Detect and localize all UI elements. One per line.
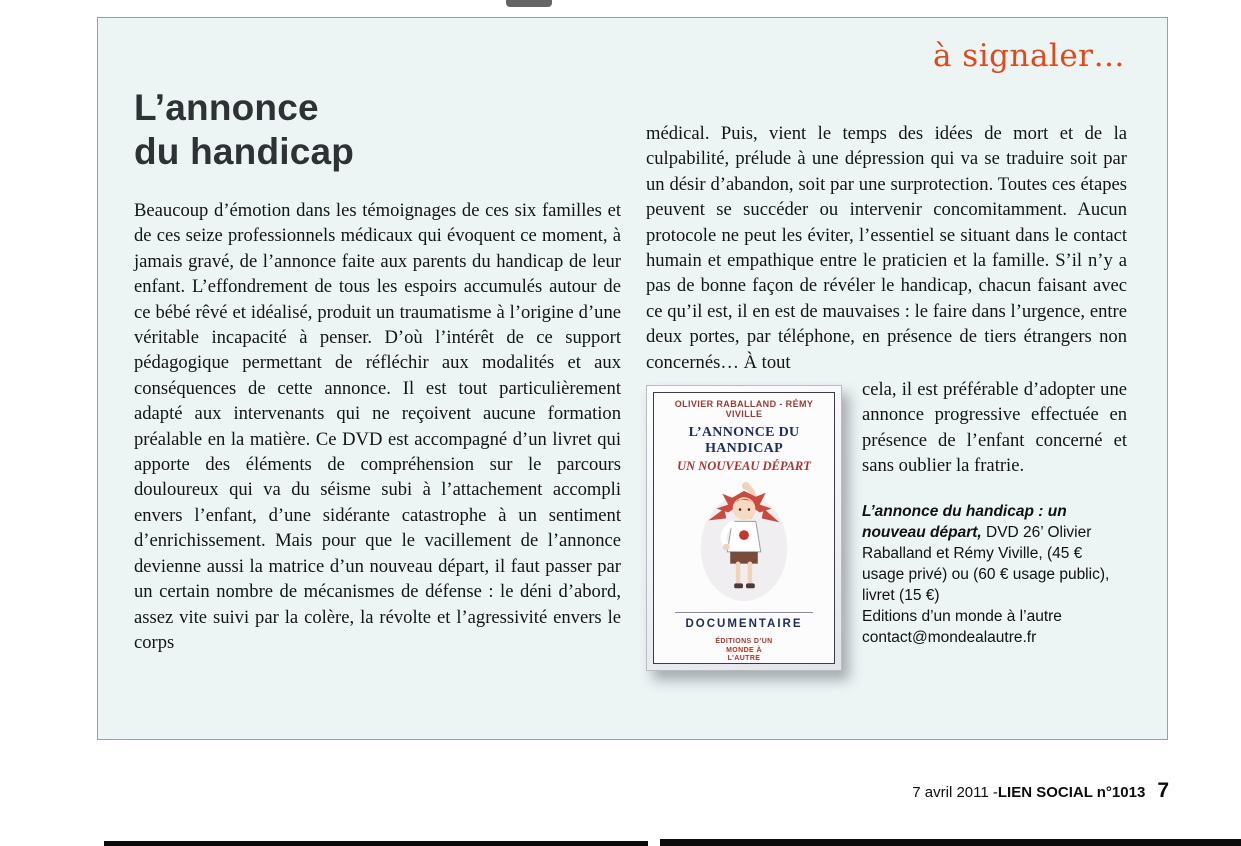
dvd-cover-title: L’ANNONCE DU HANDICAP	[688, 425, 800, 457]
footer-date: 7 avril 2011 -	[912, 784, 998, 801]
dvd-genre-label: DOCUMENTAIRE	[675, 612, 813, 630]
scan-artifact-mark	[506, 0, 552, 7]
dvd-illustration	[669, 479, 819, 607]
scan-artifact-bar-right	[660, 839, 1241, 846]
article-title-line2: du handicap	[134, 131, 355, 172]
article-box	[97, 17, 1168, 740]
footer-page-number: 7	[1157, 779, 1169, 802]
footer-magazine: LIEN SOCIAL n°1013	[997, 784, 1146, 801]
dvd-cover	[646, 385, 842, 671]
article-paragraph-right-2: cela, il est préférable d’adopter une annonce progressive effectuée en présence de l’enfant concerné et sans oublier la fratrie.	[862, 379, 1127, 477]
caption-title: L’annonce du handicap : un nouveau départ,	[862, 502, 1067, 541]
girl-illustration	[669, 479, 819, 607]
caption-publisher: Editions d’un monde à l’autre	[862, 607, 1062, 625]
dvd-cover-subtitle: UN NOUVEAU DÉPART	[677, 459, 811, 474]
article-column-right	[646, 86, 1127, 681]
wrap-block	[646, 377, 1127, 663]
dvd-cover-inner	[653, 392, 835, 664]
article-title	[134, 86, 621, 174]
article-title-line1: L’annonce	[134, 87, 319, 128]
dvd-publisher-logo: ÉDITIONS D’UN MONDE À L’AUTRE	[715, 638, 773, 663]
article-column-left	[134, 86, 621, 681]
section-label: à signaler…	[932, 38, 1125, 74]
article-paragraph-right-1: médical. Puis, vient le temps des idées de mort et de la culpabilité, prélude à une dépression qui va se traduire soit par un désir d’abandon, soit par une surprotection. Toutes ces étapes peuvent se succéder ou intervenir concomitamment. Aucun protocole ne peut les éviter, l’essentiel se situant dans le contact humain et empathique entre le praticien et la famille. S’il n’y a pas de bonne façon de révéler le handicap, chacun faisant avec ce qu’il est, il en est de mauvaises : le faire dans l’urgence, entre deux portes, par téléphone, en présence de tiers étrangers non concernés… À tout	[646, 123, 1127, 373]
article-paragraph-left: Beaucoup d’émotion dans les témoignages de ces six familles et de ces seize professionnels médicaux qui évoquent ce moment, à jamais gravé, de l’annonce faite aux parents du handicap de leur enfant. L’effondrement de tous les espoirs accumulés autour de ce bébé rêvé et idéalisé, produit un traumatisme à l’origine d’une véritable incapacité à penser. D’où l’intérêt de ce support pédagogique permettant de réfléchir aux modalités et aux conséquences de cette annonce. Il est tout particulièrement adapté aux intervenants qui ne reçoivent aucune formation préalable en la matière. Ce DVD est accompagné d’un livret qui apporte des éléments de compréhension sur le parcours douloureux qui va du séisme subi à l’attachement accompli envers l’enfant, d’une sidérante catastrophe à un sentiment d’enrichissement. Mais pour que le vacillement de l’annonce devienne aussi la matrice d’un nouveau départ, il faut passer par un certain nombre de mécanismes de défense : le déni d’abord, assez vite suivi par la colère, la révolte et l’agressivité envers le corps	[134, 200, 621, 653]
article-columns	[98, 18, 1167, 681]
dvd-cover-authors: OLIVIER RABALLAND - RÉMY VIVILLE	[674, 399, 814, 420]
caption-contact: contact@mondealautre.fr	[862, 628, 1037, 646]
scan-artifact-bar-left	[104, 841, 648, 846]
caption-details: DVD 26’ Olivier Raballand et Rémy Viville, (45 € usage privé) ou (60 € usage public), livret (15 €)	[862, 523, 1110, 604]
page-footer	[912, 779, 1169, 803]
